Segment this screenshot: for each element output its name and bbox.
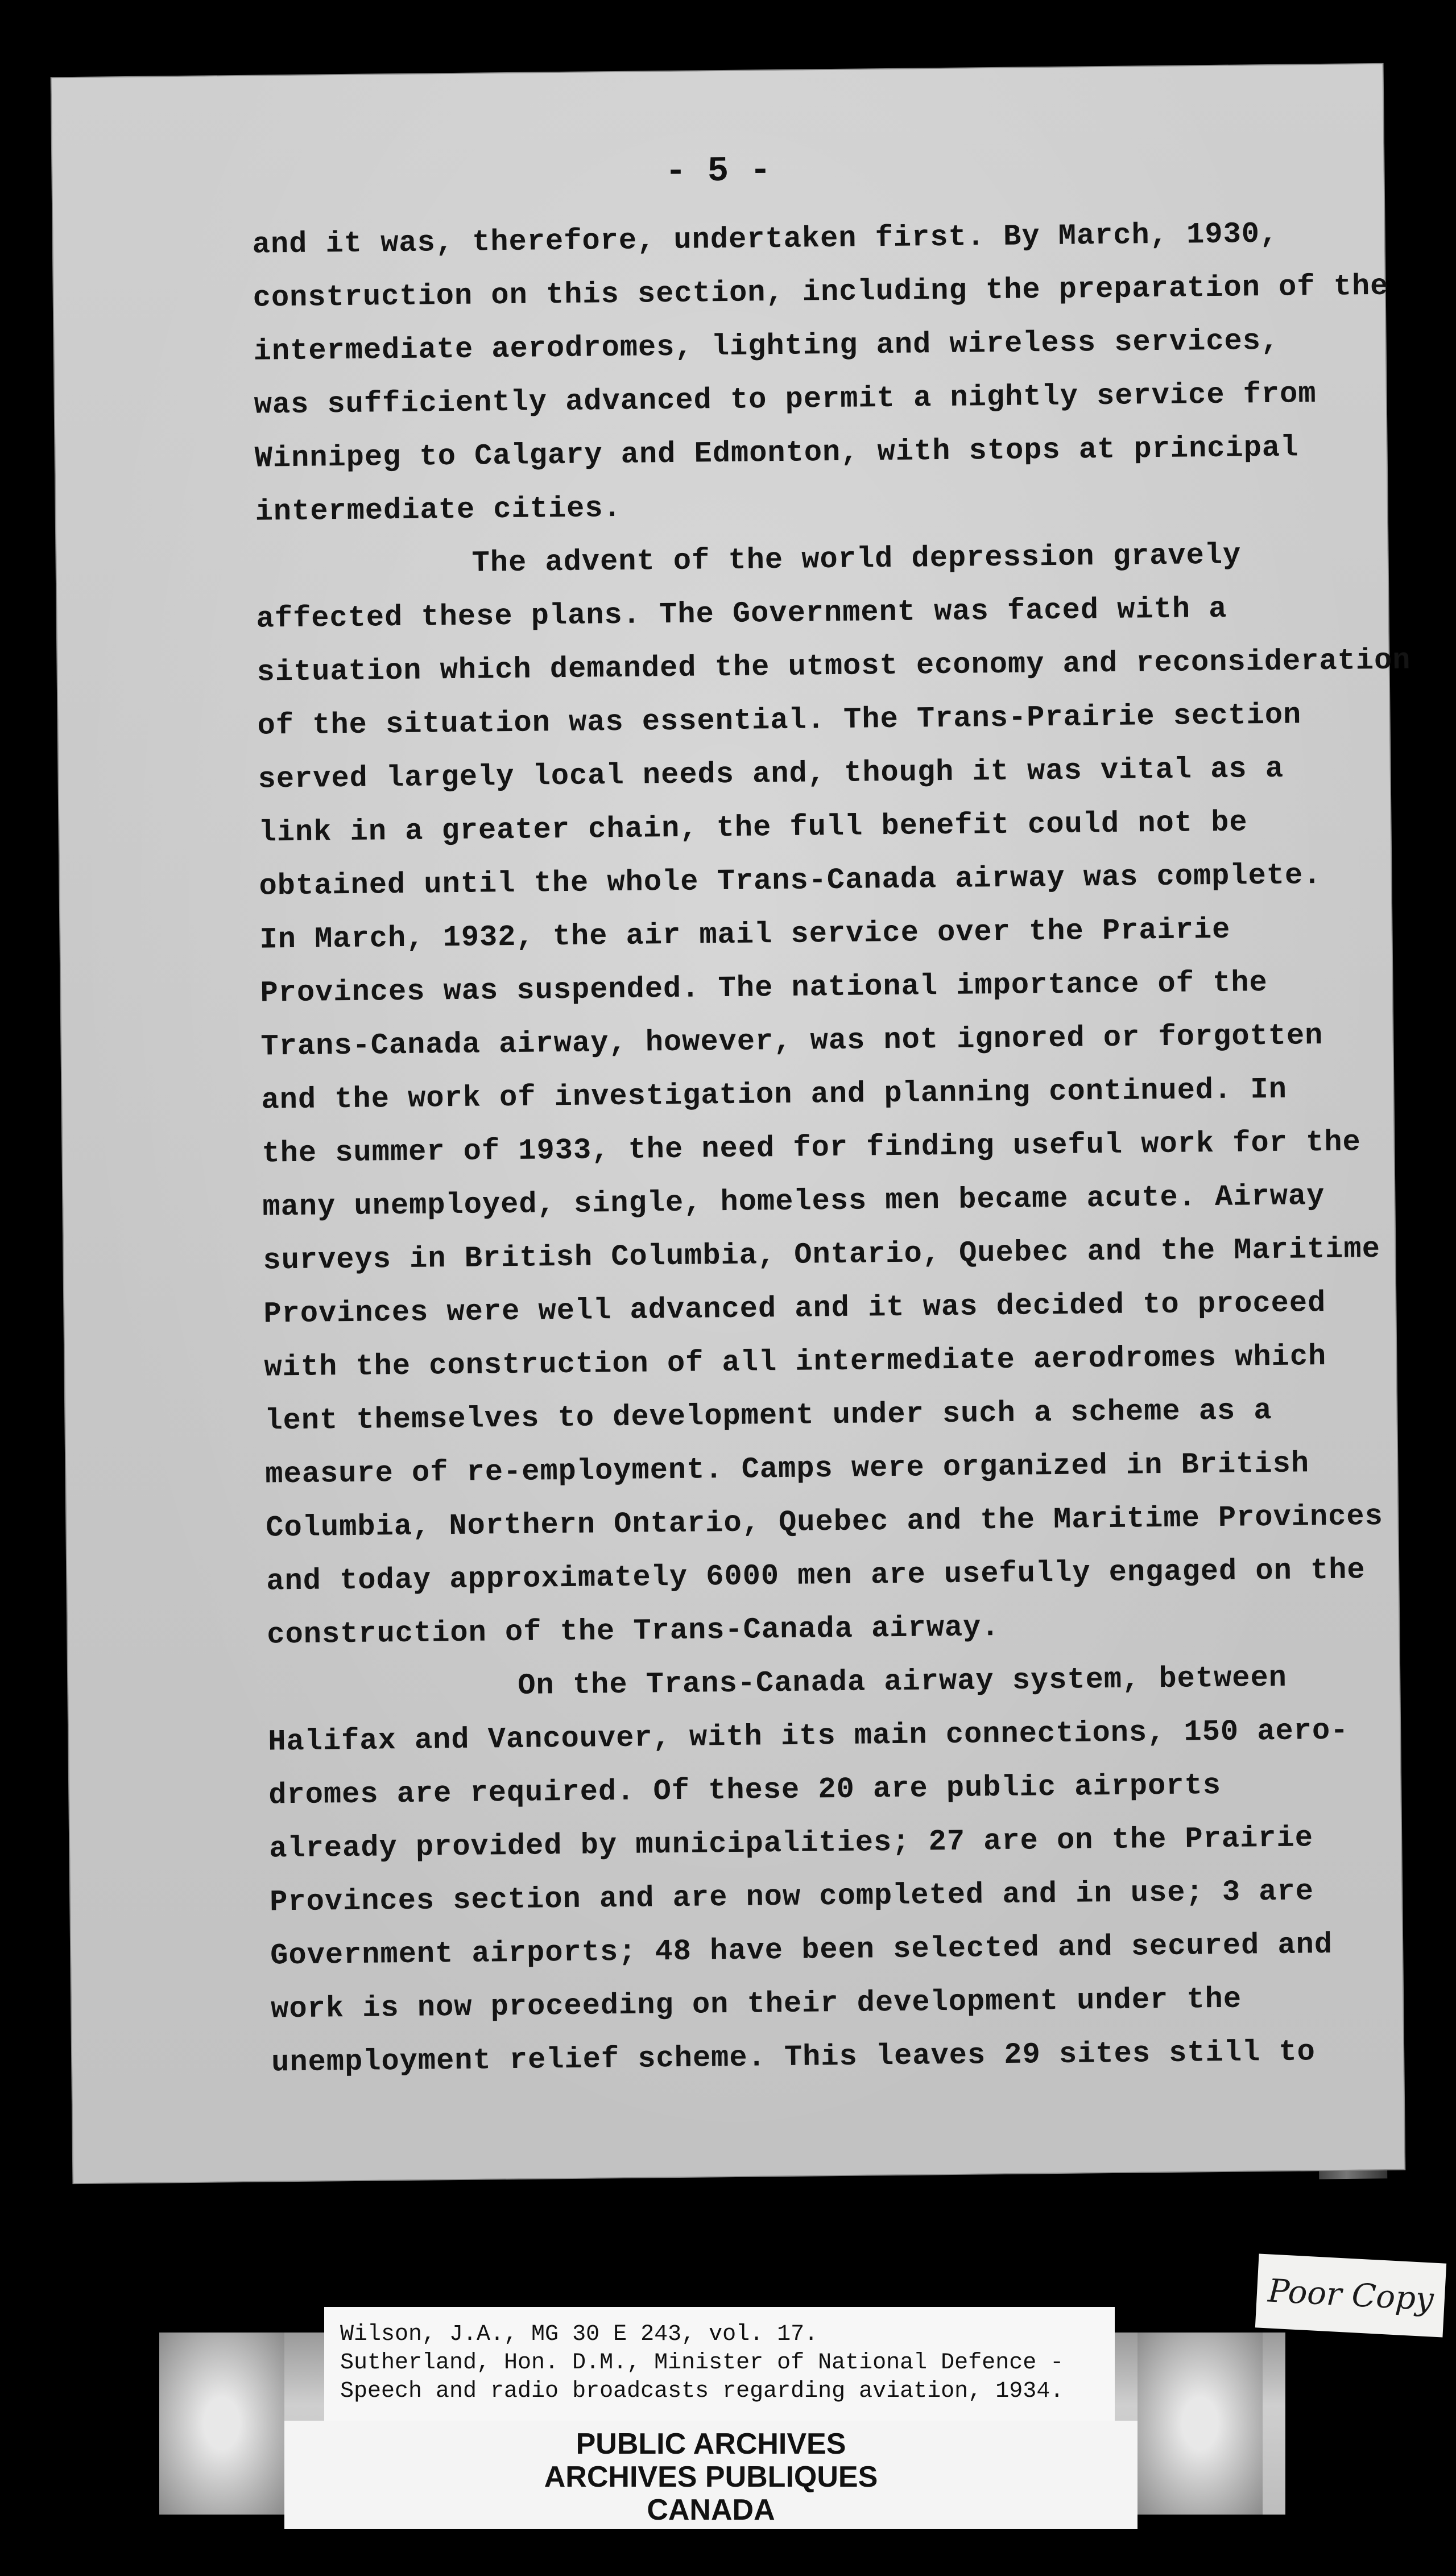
text-line: and today approximately 6000 men are usefully engaged on the: [266, 1553, 1366, 1599]
text-line: served largely local needs and, though it was vital as a: [258, 752, 1284, 796]
text-line: Halifax and Vancouver, with its main connections, 150 aero-: [268, 1714, 1349, 1759]
document-body: [252, 207, 1411, 2090]
strip-clip-left: [159, 2333, 284, 2515]
text-line: unemployment relief scheme. This leaves 29 sites still to: [271, 2035, 1316, 2080]
citation-line: Wilson, J.A., MG 30 E 243, vol. 17.: [340, 2322, 818, 2347]
text-line: intermediate cities.: [255, 491, 622, 529]
text-line: link in a greater chain, the full benefit could not be: [258, 806, 1248, 850]
archives-stamp: [284, 2421, 1138, 2529]
text-line: Trans-Canada airway, however, was not ignored or forgotten: [260, 1019, 1323, 1064]
citation-line: Sutherland, Hon. D.M., Minister of National Defence -: [340, 2350, 1064, 2376]
text-line: the summer of 1933, the need for finding useful work for the: [262, 1125, 1362, 1171]
text-line: Provinces was suspended. The national importance of the: [260, 966, 1268, 1010]
text-line: construction on this section, including the preparation of the: [253, 269, 1389, 315]
document-page: [52, 64, 1411, 2183]
text-line: lent themselves to development under such a scheme as a: [264, 1394, 1272, 1438]
paragraph-start-line: On the Trans-Canada airway system, between: [518, 1661, 1288, 1703]
page-number: - 5 -: [665, 150, 771, 192]
text-line: Winnipeg to Calgary and Edmonton, with stops at principal: [254, 431, 1299, 476]
text-line: Provinces section and are now completed and in use; 3 are: [269, 1875, 1314, 1919]
citation-line: Speech and radio broadcasts regarding aviation, 1934.: [340, 2379, 1064, 2404]
text-line: Columbia, Northern Ontario, Quebec and the Maritime Provinces: [266, 1499, 1384, 1545]
text-line: and it was, therefore, undertaken first. By March, 1930,: [252, 217, 1279, 262]
text-line: In March, 1932, the air mail service over the Prairie: [259, 913, 1231, 957]
archives-line: ARCHIVES PUBLIQUES: [544, 2461, 878, 2494]
archives-line: PUBLIC ARCHIVES: [576, 2428, 846, 2461]
text-line: intermediate aerodromes, lighting and wireless services,: [253, 324, 1280, 369]
text-line: with the construction of all intermediate aerodromes which: [264, 1340, 1327, 1385]
text-line: measure of re-employment. Camps were organized in British: [265, 1447, 1310, 1492]
text-line: many unemployed, single, homeless men became acute. Airway: [262, 1179, 1325, 1224]
text-line: obtained until the whole Trans-Canada airway was complete.: [259, 858, 1322, 903]
text-line: affected these plans. The Government was faced with a: [256, 592, 1227, 636]
text-line: work is now proceeding on their development under the: [270, 1982, 1242, 2026]
text-line: surveys in British Columbia, Ontario, Quebec and the Maritime: [263, 1232, 1381, 1278]
poor-copy-note: Poor Copy: [1255, 2253, 1446, 2337]
text-line: Provinces were well advanced and it was decided to proceed: [263, 1286, 1326, 1331]
text-line: Government airports; 48 have been selected and secured and: [270, 1927, 1333, 1973]
text-line: dromes are required. Of these 20 are public airports: [268, 1768, 1222, 1813]
archives-line: CANADA: [647, 2494, 775, 2527]
text-line: situation which demanded the utmost economy and reconsideration: [257, 643, 1411, 690]
citation-label: [324, 2307, 1115, 2421]
text-line: of the situation was essential. The Trans-Prairie section: [257, 698, 1302, 743]
text-line: already provided by municipalities; 27 are on the Prairie: [268, 1821, 1314, 1866]
text-line: construction of the Trans-Canada airway.: [267, 1611, 1000, 1652]
paragraph-start-line: The advent of the world depression gravely: [471, 538, 1242, 580]
text-line: was sufficiently advanced to permit a nightly service from: [254, 377, 1317, 422]
text-line: and the work of investigation and planning continued. In: [261, 1072, 1288, 1117]
strip-clip-right: [1138, 2333, 1263, 2515]
